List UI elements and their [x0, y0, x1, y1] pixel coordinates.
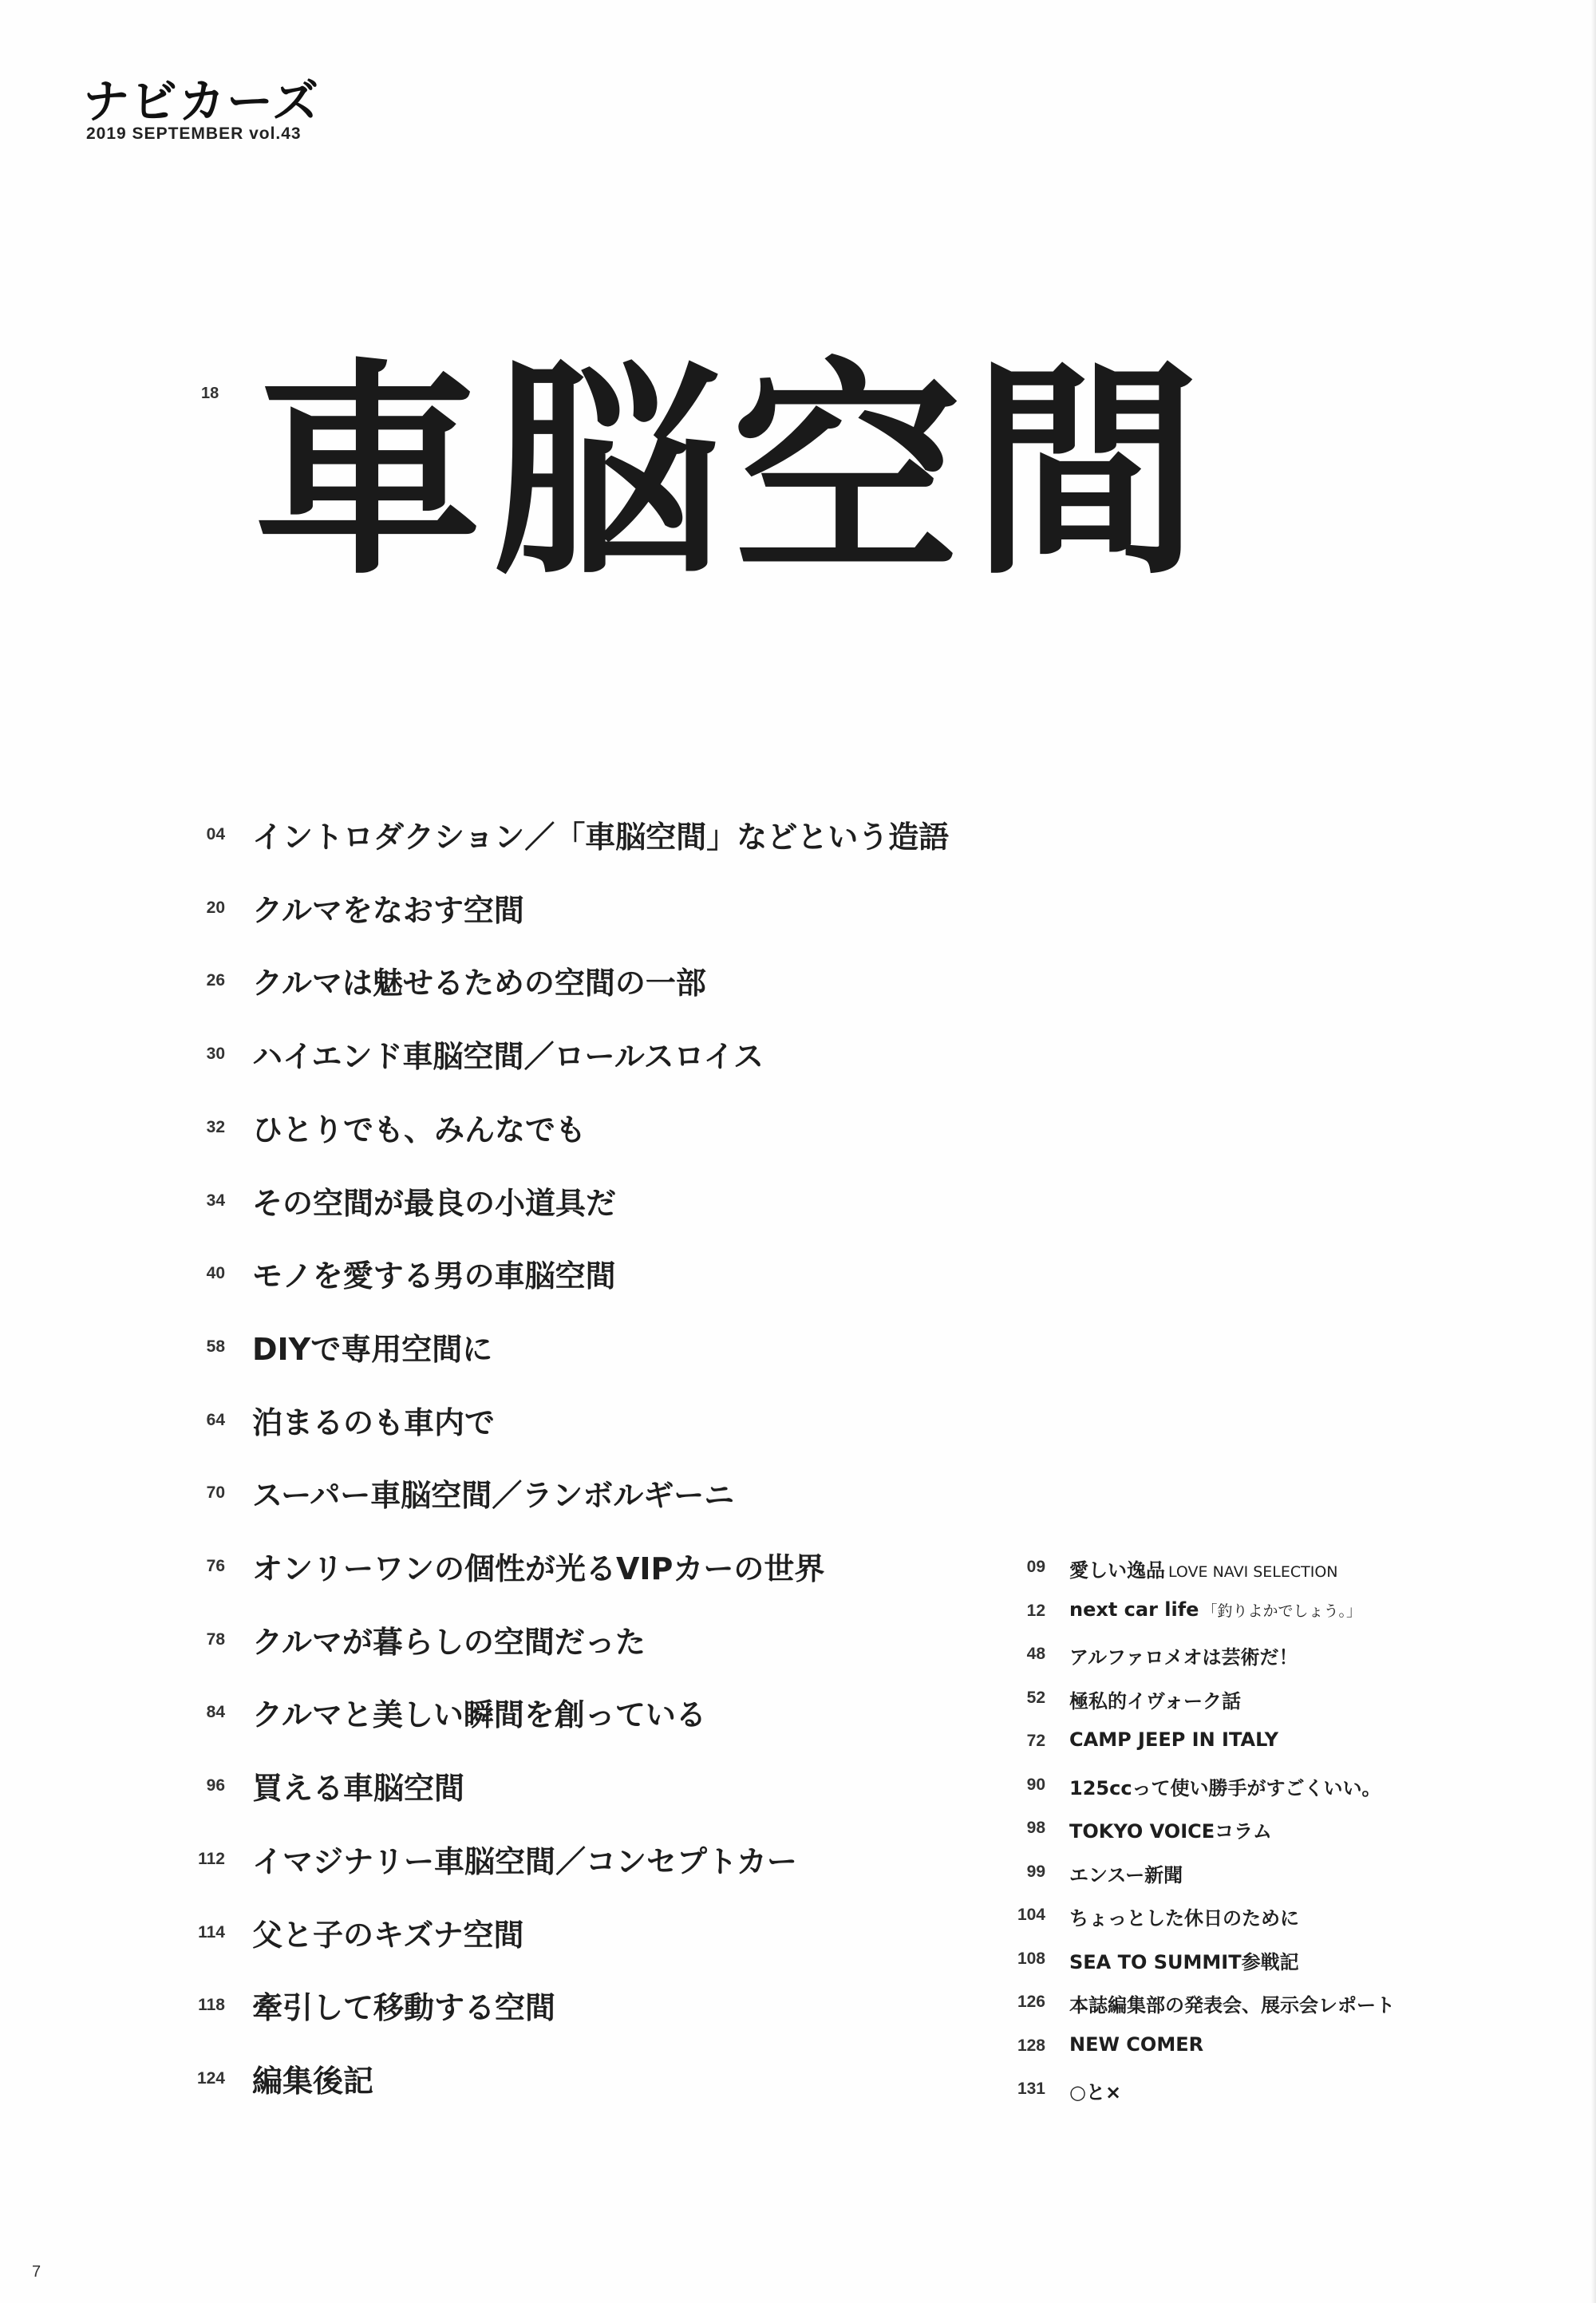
toc-entry[interactable]	[0, 1728, 1596, 1760]
toc-entry-subtitle: LOVE NAVI SELECTION	[1168, 1563, 1338, 1581]
feature-title[interactable]: 車脳空間	[254, 341, 1211, 606]
toc-entry[interactable]	[0, 1179, 958, 1227]
toc-entry-title	[1069, 1641, 1302, 1669]
toc-entry-title	[1069, 1946, 1302, 1974]
toc-page-number: 40	[206, 1264, 225, 1283]
toc-entry-title-text: 本誌編集部の発表会、展示会レポート	[1069, 1994, 1395, 2017]
toc-page-number: 04	[206, 825, 225, 843]
toc-entry-title-text: 買える車脳空間	[252, 1771, 465, 1807]
toc-page-number: 72	[1026, 1732, 1045, 1750]
toc-entry[interactable]	[0, 1946, 1596, 1978]
toc-page-number: 90	[1026, 1775, 1045, 1794]
toc-page-number: 32	[206, 1117, 225, 1136]
toc-page-number: 96	[206, 1776, 225, 1795]
toc-page-number: 131	[1017, 2080, 1045, 2098]
feature-page-number: 18	[201, 385, 219, 402]
toc-entry[interactable]	[0, 886, 958, 934]
toc-entry[interactable]	[0, 1554, 1596, 1586]
toc-page-number: 30	[206, 1045, 225, 1064]
toc-page-number: 128	[1017, 2036, 1045, 2055]
toc-entry[interactable]	[0, 1771, 1596, 1807]
toc-entry-title-text: アルファロメオは芸術だ！	[1069, 1646, 1298, 1669]
toc-entry-title-text: クルマと美しい瞬間を創っている	[252, 1697, 706, 1733]
toc-entry-title	[1069, 2033, 1207, 2056]
toc-entry-title-text: エンスー新聞	[1069, 1863, 1183, 1886]
toc-entry-title	[252, 1471, 734, 1515]
toc-entry-title-text: ○と×	[1069, 2081, 1122, 2104]
toc-entry-title-text: イマジナリー車脳空間／コンセプトカー	[252, 1843, 797, 1879]
toc-page-number: 76	[206, 1557, 225, 1575]
toc-entry[interactable]	[0, 1471, 958, 1519]
toc-page-number: 112	[198, 1849, 225, 1868]
toc-page-number: 26	[206, 971, 225, 990]
toc-entry-title-text: CAMP JEEP IN ITALY	[1069, 1728, 1278, 1751]
toc-page-number: 84	[206, 1703, 225, 1722]
toc-page-number: 64	[206, 1410, 225, 1429]
toc-entry-title-text: 愛しい逸品	[1069, 1559, 1165, 1582]
toc-entry-title	[1069, 1815, 1275, 1843]
toc-entry-title-text: NEW COMER	[1069, 2032, 1204, 2056]
toc-entry[interactable]	[0, 812, 958, 860]
toc-entry-title	[252, 1251, 616, 1295]
toc-page-number: 12	[1026, 1601, 1045, 1620]
toc-entry-title-text: SEA TO SUMMIT参戦記	[1069, 1950, 1299, 1973]
toc-entry-title-text: オンリーワンの個性が光るVIPカーの世界	[252, 1551, 825, 1586]
toc-entry-title	[1069, 1772, 1385, 1800]
toc-entry-title	[1069, 1902, 1302, 1930]
toc-page-number: 108	[1017, 1949, 1045, 1968]
toc-page-number: 34	[206, 1191, 225, 1210]
toc-entry-title	[252, 1325, 492, 1369]
toc-page-number: 78	[206, 1629, 225, 1649]
toc-entry-title-text: クルマが暮らしの空間だった	[252, 1624, 646, 1660]
toc-entry-title	[1069, 1554, 1338, 1582]
toc-page-number: 98	[1026, 1819, 1045, 1837]
toc-entry-title	[252, 1179, 616, 1223]
toc-entry-title-text: 極私的イヴォーク話	[1069, 1689, 1242, 1712]
toc-entry-title-text: 牽引して移動する空間	[252, 1990, 556, 2026]
toc-entry-title-text: 泊まるのも車内で	[252, 1404, 496, 1440]
toc-entry-title-text: TOKYO VOICEコラム	[1069, 1820, 1272, 1843]
toc-entry-title	[252, 812, 949, 856]
toc-entry-title-text: クルマをなおす空間	[252, 892, 524, 928]
toc-page-number: 09	[1026, 1558, 1045, 1576]
toc-entry-title	[1069, 1989, 1398, 2017]
toc-entry-title	[1069, 2076, 1124, 2104]
toc-entry-title-text: その空間が最良の小道具だ	[252, 1185, 617, 1221]
toc-page-number: 126	[1017, 1993, 1045, 2011]
toc-page-number: 118	[198, 1996, 225, 2015]
toc-entry[interactable]	[0, 1685, 1596, 1717]
toc-entry-title-text: クルマは魅せるための空間の一部	[252, 966, 706, 1001]
toc-entry[interactable]	[0, 2033, 1596, 2065]
toc-page-number: 52	[1026, 1688, 1045, 1707]
toc-entry-title-text: ちょっとした休日のために	[1069, 1907, 1299, 1930]
toc-page-number: 48	[1026, 1645, 1045, 1663]
toc-entry[interactable]	[0, 1325, 958, 1373]
toc-entry[interactable]	[0, 1902, 1596, 1934]
toc-entry[interactable]	[0, 1641, 1596, 1673]
page-folio: 7	[32, 2263, 41, 2281]
toc-entry-title-text: next car life	[1069, 1598, 1199, 1621]
toc-entry-title	[252, 1398, 495, 1442]
toc-entry-title-text: イントロダクション／「車脳空間」などという造語	[252, 820, 950, 855]
toc-entry-title	[1069, 1685, 1244, 1713]
toc-entry[interactable]	[0, 1032, 958, 1080]
toc-entry-title-text: DIYで専用空間に	[252, 1331, 493, 1367]
toc-entry-title	[1069, 1859, 1186, 1887]
toc-entry[interactable]	[0, 1815, 1596, 1847]
toc-entry[interactable]	[0, 1251, 958, 1299]
toc-entry[interactable]	[0, 1859, 1596, 1891]
page-edge	[1591, 0, 1596, 2303]
toc-entry-title	[1069, 1598, 1361, 1621]
toc-entry-title-text: 編集後記	[252, 2063, 374, 2099]
toc-page-number: 114	[198, 1922, 225, 1942]
toc-entry-title	[252, 1032, 764, 1076]
toc-entry[interactable]	[0, 1398, 958, 1446]
toc-entry-title-text: スーパー車脳空間／ランボルギーニ	[252, 1478, 735, 1514]
toc-entry-title-text: 父と子のキズナ空間	[252, 1917, 524, 1953]
toc-entry[interactable]	[0, 1598, 1596, 1630]
toc-entry-title	[252, 1105, 586, 1149]
toc-entry-title	[252, 886, 524, 930]
toc-page-number: 58	[206, 1337, 225, 1356]
toc-entry-title-text: モノを愛する男の車脳空間	[252, 1258, 616, 1294]
toc-page-number: 124	[196, 2068, 225, 2088]
toc-page-number: 104	[1017, 1906, 1045, 1924]
toc-entry[interactable]	[0, 1105, 958, 1153]
toc-page-number: 70	[206, 1483, 225, 1503]
toc-entry[interactable]	[0, 1989, 1596, 2021]
toc-entry-title	[252, 958, 706, 1002]
issue-label: 2019 SEPTEMBER vol.43	[86, 124, 302, 143]
toc-page-number: 99	[1026, 1862, 1045, 1881]
magazine-logo: ナビカーズ	[83, 74, 321, 128]
toc-entry-title	[1069, 1728, 1282, 1751]
toc-entry-title-text: 125ccって使い勝手がすごくいい。	[1069, 1776, 1381, 1799]
toc-entry[interactable]	[0, 2076, 1596, 2108]
toc-entry-subtitle: 「釣りよかでしょう。」	[1202, 1602, 1361, 1620]
toc-entry-title-text: ハイエンド車脳空間／ロールスロイス	[252, 1039, 764, 1075]
toc-entry-title-text: ひとりでも、みんなでも	[252, 1112, 587, 1148]
toc-page-number: 20	[206, 898, 225, 917]
toc-entry[interactable]	[0, 958, 958, 1006]
